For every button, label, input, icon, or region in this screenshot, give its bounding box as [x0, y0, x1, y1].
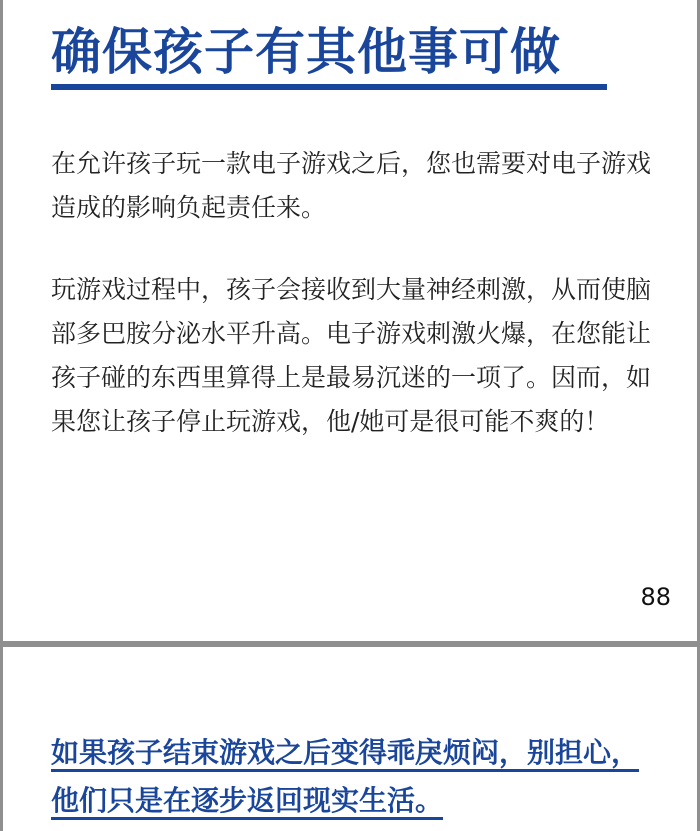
body-paragraph-2: 玩游戏过程中，孩子会接收到大量神经刺激，从而使脑部多巴胺分泌水平升高。电子游戏刺激火爆，在您能让孩子碰的东西里算得上是最易沉迷的一项了。因而，如果您让孩子停止玩游戏，他/她可是很可能不爽的！ — [51, 275, 652, 436]
page-number: 88 — [640, 583, 671, 611]
highlighted-callout: 如果孩子结束游戏之后变得乖戾烦闷，别担心，他们只是在逐步返回现实生活。 — [51, 736, 640, 817]
body-paragraph-1: 在允许孩子玩一款电子游戏之后，您也需要对电子游戏造成的影响负起责任来。 — [51, 149, 652, 222]
heading-underline-rule — [51, 84, 607, 90]
section-heading: 确保孩子有其他事可做 — [51, 23, 561, 81]
book-page-88 — [3, 0, 697, 641]
book-page-next — [3, 647, 697, 831]
